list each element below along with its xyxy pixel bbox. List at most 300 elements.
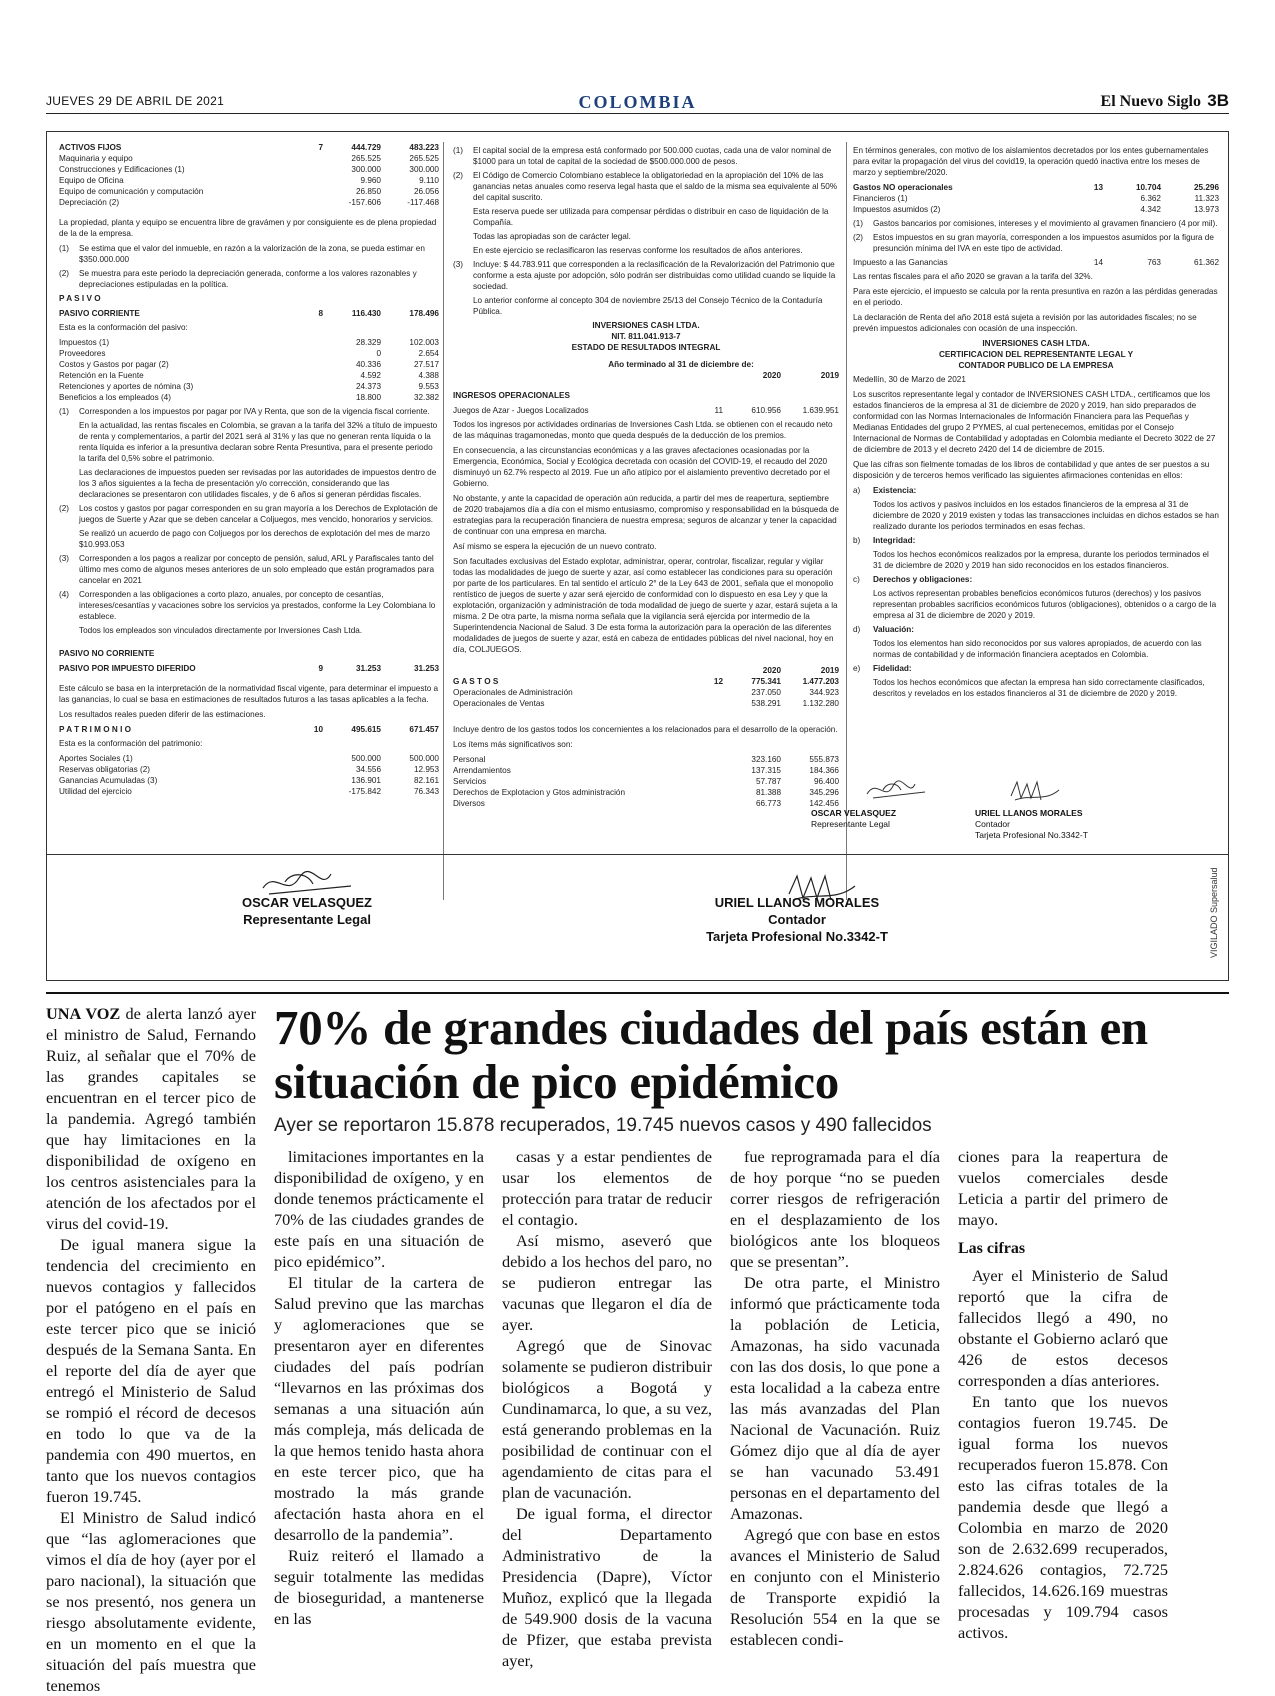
article-headline: 70% de grandes ciudades del país están en situación de pico epidémico [274,1000,1148,1109]
row-label: Derechos de Explotacion y Gtos administración [453,788,626,797]
note-key: (3) [59,554,70,563]
row-label [453,359,523,370]
article-paragraph: Ayer el Ministerio de Salud reportó que la cifra de fallecidos llegó a 490, no obstante el Gobierno aclaró que 426 de estos decesos corresponden a días anteriores. [958,1266,1168,1390]
statement-row [59,348,439,359]
row-note [1045,193,1103,204]
note-text: En la actualidad, las rentas fiscales en Colombia, se gravan a la tarifa del 32% a título de impuesto de renta y complementarios, a partir del 2021 será al 31% y las que no generan renta líquida o la renta líquida es inferior a la presuntiva declaran sobre Renta Presuntiva, para el presente periodo la tarifa del 0,5% sobre el patrimonio. [79,421,438,463]
spacer [59,639,439,645]
article-subheadline: Ayer se reportaron 15.878 recuperados, 19.745 nuevos casos y 490 fallecidos [274,1115,932,1136]
article-text: de alerta lanzó ayer el ministro de Salud, Fernando Ruiz, al señalar que el 70% de las grandes capitales se encuentran en el tercer pico de la pandemia. Agregó también que hay limitaciones en la disponibilidad de oxígeno en los centros asistenciales para la atención de los afectados por el virus del covid-19. [46,1004,257,1233]
statement-row [453,405,839,416]
note-key [453,295,473,317]
article-paragraph: De igual forma, el director del Departamento Administrativo de la Presidencia (Dapre), Víctor Muñoz, explicó que la llegada de 549.900 dosis de la vacuna de Pfizer, que estaba prevista ayer, [502,1504,712,1670]
statement-row [853,182,1219,193]
article-paragraph: Agregó que con base en estos avances el Ministerio de Salud en conjunto con el Ministerio de Transporte expidió la Resolución 554 en la que se establecen condi- [730,1525,940,1649]
statement-row [453,370,839,381]
statement-row [453,687,839,698]
signer-name: URIEL LLANOS MORALES [714,895,880,910]
row-value-2020: 137.315 [751,766,781,775]
row-label: Ganancias Acumuladas (3) [59,776,158,785]
note-text: Se realizó un acuerdo de pago con Coljuegos por los derechos de explotación del mes de marzo $10.993.053 [79,529,430,549]
note-key: (1) [853,219,864,228]
note-key: (1) [453,146,464,155]
row-value-2020: 136.901 [351,776,381,785]
statement-row [59,164,439,175]
section-divider [47,854,1228,855]
row-value-2020: 2020 [762,666,781,675]
statement-row [59,764,439,775]
article-paragraph: El Ministro de Salud indicó que “las aglomeraciones que vimos el día de hoy (ayer por el paro nacional), la situación que se nos presentó, nos genera un riesgo absolutamente evidente, en un momento en el que la situación del país muestra que tenemos [46,1508,256,1695]
row-value-2019: 1.639.951 [802,406,839,415]
note-text: Todos los hechos económicos que afectan la empresa han sido correctamente clasificados, descritos y revelados en los estados financieros al 31 de diciembre de 2020 y 2019. [873,678,1205,698]
centered-heading: CONTADOR PUBLICO DE LA EMPRESA [958,361,1114,370]
note-text: Se muestra para este periodo la depreciación generada, conforme a los valores razonables y depreciaciones estipuladas en la política. [79,269,417,289]
row-note [665,665,723,676]
signer-role: Contador [768,912,826,927]
note-key: (2) [853,233,864,242]
row-note [265,175,323,186]
row-value-2019: 1.477.203 [802,677,839,686]
paragraph: En consecuencia, a las circunstancias económicas y a las graves afectaciones ocasionadas por la Emergencia, Económica, Social y Ecológica decretada con ocasión del COVID-19, el recaudo del 2020 disminuyó un 62.7% respecto al 2019. Fue un año atípico por el aislamiento preventivo decretado por el Gobierno. [453,446,830,488]
statement-row [59,186,439,197]
row-note: 7 [318,143,323,152]
paragraph: Esta es la conformación del pasivo: [59,323,188,332]
paragraph: La declaración de Renta del año 2018 está sujeta a revisión por las autoridades fiscales; no se prevén impuestos adicionales con ocasión de una inspección. [853,313,1197,333]
article-column-5 [958,1146,1168,1643]
note-text: Los activos representan probables beneficios económicos futuros (derechos) y los pasivos representan probables sacrificios económicos futuros (obligaciones), obtenidos o a cargo de la empresa al 31 de diciembre de 2020 y 2019. [873,589,1217,620]
article-column-4 [730,1146,940,1650]
row-label: Servicios [453,777,487,786]
row-note [265,775,323,786]
article-separator [46,992,1229,994]
row-value-2020: Año terminado al 31 de diciembre de: [608,360,754,369]
statement-row [59,142,439,153]
row-note: 9 [318,664,323,673]
row-note [665,687,723,698]
row-value-2019: 9.110 [419,176,439,185]
article-subheading: Las cifras [958,1240,1026,1257]
statement-row [453,765,839,776]
row-value-2019: 61.362 [1193,258,1219,267]
statement-row [59,381,439,392]
row-value-2019: 178.496 [409,309,439,318]
note-item [59,553,439,586]
article-column-2 [274,1146,484,1629]
row-value-2020: 6.362 [1140,194,1161,203]
note-item [59,528,439,550]
row-note [265,392,323,403]
note-key: (1) [59,244,70,253]
note-key: d) [853,625,861,634]
note-key: c) [853,575,860,584]
note-key: (2) [59,504,70,513]
note-text: Integridad: [873,536,916,545]
paragraph: Así mismo se espera la ejecución de un nuevo contrato. [453,542,657,551]
note-item [453,295,839,317]
row-value-2019: 26.056 [413,187,439,196]
note-text: Todos los elementos han sido reconocidos por sus valores apropiados, de acuerdo con las normas de contabilidad y de información financiera aceptados en Colombia. [873,639,1202,659]
row-label: Costos y Gastos por pagar (2) [59,360,169,369]
row-value-2020: 538.291 [751,699,781,708]
signer-name: OSCAR VELASQUEZ [241,895,372,910]
note-key [853,499,873,532]
note-item [453,206,839,228]
row-value-2019: 76.343 [413,787,439,796]
row-label: Juegos de Azar - Juegos Localizados [453,406,589,415]
signer-name: OSCAR VELASQUEZ [811,808,897,818]
spacer [59,208,439,214]
row-value-2020: 34.556 [355,765,381,774]
row-note [265,370,323,381]
financial-statements-notice [46,131,1229,981]
row-label: Depreciación (2) [59,198,120,207]
note-item [853,485,1219,496]
note-key [59,528,79,550]
statement-row [59,370,439,381]
row-note: 12 [713,677,723,686]
row-label: Utilidad del ejercicio [59,787,132,796]
note-text: Valuación: [873,625,914,634]
note-item [853,677,1219,699]
row-value-2019: 671.457 [409,725,439,734]
row-label: Arrendamientos [453,766,511,775]
note-text: Todos los empleados son vinculados directamente por Inversiones Cash Ltda. [79,626,363,635]
statement-row [453,776,839,787]
note-item [59,268,439,290]
note-text: Todas las apropiadas son de carácter legal. [473,232,631,241]
note-item [59,625,439,636]
note-key [853,549,873,571]
column-divider [846,142,847,900]
article-paragraph: En tanto que los nuevos contagios fueron 19.745. De igual forma los nuevos recuperados fueron 15.878. Con esto las cifras totales de la pandemia desde que llegó a Colombia en marzo de 2020 son de 2.632.699 recuperados, 2.824.626 contagios, 72.725 fallecidos, 14.626.169 muestras procesadas y 109.794 casos activos. [958,1392,1168,1642]
row-value-2020: 323.160 [751,755,781,764]
row-value-2019: 82.161 [413,776,439,785]
spacer [59,674,439,680]
signer-role: Representante Legal [811,819,890,829]
row-label: P A T R I M O N I O [59,725,132,734]
note-key: (2) [453,171,464,180]
row-value-2019: 345.296 [809,788,839,797]
article-paragraph: Ruiz reiteró el llamado a seguir totalmente las medidas de bioseguridad, a mantenerse en las [274,1546,484,1628]
row-note: 13 [1093,183,1103,192]
row-value-2019: 2.654 [418,349,439,358]
statement-row [853,257,1219,268]
note-item [59,589,439,622]
row-label [453,665,665,676]
newspaper-logo: El Nuevo Siglo [1100,93,1201,110]
row-value-2019: 9.553 [418,382,439,391]
row-value-2020: 444.729 [351,143,381,152]
statement-row [853,193,1219,204]
row-note [265,197,323,208]
note-text: Derechos y obligaciones: [873,575,973,584]
row-note: 11 [714,406,723,415]
article-paragraph: Agregó que de Sinovac solamente se pudieron distribuir biológicos a Bogotá y Cundinamarca, lo que, a su vez, está generando problemas en la posibilidad de continuar con el agendamiento de citas para el plan de vacunación. [502,1336,712,1502]
note-key [853,677,873,699]
page-header [46,92,1229,114]
paragraph: Los resultados reales pueden diferir de las estimaciones. [59,710,266,719]
note-text: Todos los activos y pasivos incluidos en los estados financieros de la empresa al 31 de diciembre de 2020 y 2019 existen y todas las transacciones incluidas en dichos estados se han realizado durante los periodos terminados en esas fechas. [873,500,1219,531]
note-item [59,503,439,525]
row-value-2019 [781,359,839,370]
article-lead: UNA VOZ [46,1004,121,1023]
note-item [853,549,1219,571]
note-item [453,170,839,203]
note-item [59,243,439,265]
row-label: Financieros (1) [853,194,908,203]
note-item [59,406,439,417]
issue-date: JUEVES 29 DE ABRIL DE 2021 [46,94,225,108]
article-paragraph: De otra parte, el Ministro informó que prácticamente toda la población de Leticia, Amazonas, ha sido vacunada con las dos dosis, lo que pone a esta localidad a la cabeza entre las más avanzadas del Plan Nacional de Vacunación. Ruiz Gómez dijo que al día de ayer se han vacunado 53.491 personas en el departamento del Amazonas. [730,1273,940,1523]
row-note [1045,204,1103,215]
row-value-2020: 300.000 [351,165,381,174]
row-note [265,764,323,775]
row-value-2020: -157.606 [348,198,381,207]
paragraph: No obstante, y ante la capacidad de operación aún reducida, a partir del mes de reapertura, septiembre de 2020 trabajamos día a día con el mismo entusiasmo, compromiso y responsabilidad en la búsqueda de estrategias para la recuperación financiera de nuestra empresa; seguros de alcanzar y tener la capacidad de continuar con una empresa en marcha. [453,494,839,536]
spacer [453,715,839,721]
row-value-2020: 9.960 [360,176,381,185]
note-item [853,499,1219,532]
statement-row [59,153,439,164]
note-item [853,232,1219,254]
row-note [665,798,723,809]
note-text: Incluye: $ 44.783.911 que corresponden a la reclasificación de la Revalorización del Patrimonio que conforme a esta ajuste por adopción, sólo podrán ser distribuidas como utilidad cuando se liquide la sociedad. [473,260,836,291]
centered-heading: INVERSIONES CASH LTDA. [982,339,1090,348]
column-divider [443,142,444,900]
row-value-2019: 31.253 [413,664,439,673]
supervisor-stamp [1200,858,1218,968]
note-text: Gastos bancarios por comisiones, intereses y el movimiento al gravamen financiero (4 por mil). [873,219,1218,228]
note-text: Esta reserva puede ser utilizada para compensar pérdidas o distribuir en caso de liquidación de la Compañía. [473,207,829,227]
signer-card: Tarjeta Profesional No.3342-T [706,929,888,944]
statement-row [853,204,1219,215]
note-text: Lo anterior conforme al concepto 304 de noviembre 25/13 del Consejo Técnico de la Contaduría Pública. [473,296,823,316]
row-note [665,370,723,381]
row-label: Equipo de comunicación y computación [59,187,204,196]
row-label: Diversos [453,799,485,808]
note-key [453,231,473,242]
row-value-2019: 25.296 [1193,183,1219,192]
signer-role: Contador [975,819,1010,829]
row-value-2019: 300.000 [409,165,439,174]
row-value-2020: 610.956 [751,406,781,415]
row-label: ACTIVOS FIJOS [59,143,122,152]
row-note [665,754,723,765]
row-label: Gastos NO operacionales [853,183,953,192]
row-label: Impuesto a las Ganancias [853,258,948,267]
row-value-2020: -175.842 [348,787,381,796]
note-key: b) [853,536,861,545]
row-value-2020: 24.373 [355,382,381,391]
note-item [59,467,439,500]
note-key [853,588,873,621]
note-item [853,218,1219,229]
article-paragraph: casas y a estar pendientes de usar los elementos de protección para tratar de reducir el contagio. [502,1147,712,1229]
note-text: Estos impuestos en su gran mayoría, corresponden a los impuestos asumidos por la figura de presunción mínima del IVA en este tipo de actividad. [873,233,1214,253]
row-note [265,337,323,348]
signer-card: Tarjeta Profesional No.3342-T [975,830,1088,840]
statement-row [453,676,839,687]
paragraph: Los ítems más significativos son: [453,740,573,749]
statement-row [59,663,439,674]
row-value-2019: 483.223 [409,143,439,152]
row-label: PASIVO CORRIENTE [59,309,140,318]
row-note [265,348,323,359]
row-value-2020: 31.253 [355,664,381,673]
row-value-2020: 28.329 [355,338,381,347]
financial-column-3 [853,142,1219,702]
centered-heading: NIT. 811.041.913-7 [611,332,681,341]
note-key: e) [853,664,861,673]
row-label: Impuestos (1) [59,338,110,347]
note-text: Se estima que el valor del inmueble, en razón a la valorización de la zona, se pueda estimar en $350.000.000 [79,244,425,264]
row-value-2020: 265.525 [351,154,381,163]
statement-row [59,197,439,208]
paragraph: Son facultades exclusivas del Estado explotar, administrar, operar, controlar, fiscalizar, regular y vigilar todas las modalidades de juego de suerte y azar, así como establecer las condiciones para su operación por parte de los particulares. En tal sentido el artículo 2° de la Ley 643 de 2001, señala que el monopolio rentístico de juegos de suerte y azar será ejercido de conformidad con lo dispuesto en esa Ley y que la explotación, organización y administración de toda modalidad de juego de suerte y azar, estará sujeta a la misma. 2 De otra parte, la misma norma señala que la vigilancia será ejercida por intermedio de la Superintendencia Nacional de Salud. 3 De esta forma la autorización para la operación de las diferentes modalidades de juegos de suerte y azar, está en cabeza de entidades públicas del nivel nacional, hoy en día, COLJUEGOS. [453,557,838,654]
centered-heading: INVERSIONES CASH LTDA. [592,321,700,330]
row-value-2020: 57.787 [755,777,781,786]
row-value-2020: 40.336 [355,360,381,369]
section-title: COLOMBIA [578,92,697,112]
note-text: Fidelidad: [873,664,912,673]
row-label: Construcciones y Edificaciones (1) [59,165,185,174]
row-value-2019: 265.525 [409,154,439,163]
row-value-2019: 96.400 [813,777,839,786]
row-label: Impuestos asumidos (2) [853,205,941,214]
row-label: Equipo de Oficina [59,176,124,185]
statement-row [59,775,439,786]
row-value-2020: 0 [376,349,381,358]
note-key: (2) [59,269,70,278]
note-key [59,420,79,464]
note-key: (1) [59,407,70,416]
statement-row [59,724,439,735]
centered-heading: CERTIFICACION DEL REPRESENTANTE LEGAL Y [938,350,1134,359]
financial-column-1 [59,142,439,797]
note-key: (3) [453,260,464,269]
note-text: En este ejercicio se reclasificaron las reservas conforme los resultados de años anteriores. [473,246,803,255]
row-value-2019: 12.953 [413,765,439,774]
row-value-2020: 775.341 [751,677,781,686]
row-value-2020: 500.000 [351,754,381,763]
statement-row [453,698,839,709]
note-text: Corresponden a los impuestos por pagar por IVA y Renta, que son de la vigencia fiscal corriente. [79,407,430,416]
row-value-2020: 4.592 [360,371,381,380]
article-paragraph: ciones para la reapertura de vuelos comerciales desde Leticia a partir del primero de mayo. [958,1147,1168,1229]
statement-row [59,392,439,403]
centered-heading: ESTADO DE RESULTADOS INTEGRAL [571,343,721,352]
row-label: Proveedores [59,349,106,358]
row-value-2020: 18.800 [355,393,381,402]
note-item [853,638,1219,660]
note-item [853,574,1219,585]
row-value-2019: 1.132.280 [802,699,839,708]
row-note [523,359,581,370]
row-note [265,359,323,370]
note-item [453,245,839,256]
note-item [453,259,839,292]
note-item [453,231,839,242]
row-label: Retenciones y aportes de nómina (3) [59,382,194,391]
row-label: Personal [453,755,486,764]
row-note: 10 [313,725,323,734]
row-label: Operacionales de Ventas [453,699,545,708]
row-value-2020: 2020 [762,371,781,380]
article-paragraph: limitaciones importantes en la disponibilidad de oxígeno, y en donde tenemos prácticamente el 70% de las ciudades grandes de este país en una situación de pico epidémico”. [274,1147,484,1271]
statement-row [59,786,439,797]
paragraph: La propiedad, planta y equipo se encuentra libre de gravámen y por consiguiente es de plena propiedad de la de la empresa. [59,218,437,238]
row-label: Operacionales de Administración [453,688,573,697]
note-item [853,588,1219,621]
statement-row [453,787,839,798]
row-value-2019: 500.000 [409,754,439,763]
row-value-2019: 142.456 [809,799,839,808]
row-value-2019: 27.517 [413,360,439,369]
paragraph: Medellín, 30 de Marzo de 2021 [853,375,966,384]
signature-uriel-small [1005,776,1065,806]
statement-row [59,753,439,764]
row-value-2020: 81.388 [755,788,781,797]
article-paragraph: El titular de la cartera de Salud previno que las marchas y aglomeraciones que se presentaron ayer en diferentes ciudades del país podrían “llevarnos en las próximas dos semanas a una situación aún más compleja, más delicada de la que hemos tenido hasta ahora en este tercer pico, que ha mostrado la más grande afectación hasta ahora en el desarrollo de la pandemia”. [274,1273,484,1544]
row-value-2019: 102.003 [409,338,439,347]
page-number: 3B [1207,91,1229,110]
financial-column-2 [453,142,839,809]
row-note [265,381,323,392]
article-column-3 [502,1146,712,1671]
section-heading: INGRESOS OPERACIONALES [453,391,570,400]
row-note [265,153,323,164]
row-value-2019: -117.468 [407,198,439,207]
section-heading: PASIVO NO CORRIENTE [59,649,155,658]
signature-block-legal-rep [207,894,407,928]
note-key [59,467,79,500]
row-label [453,370,665,381]
signer-name: URIEL LLANOS MORALES [975,808,1083,818]
note-item [853,535,1219,546]
note-key [453,206,473,228]
row-label: Retención en la Fuente [59,371,144,380]
row-note: 14 [1093,258,1103,267]
note-text: Corresponden a las obligaciones a corto plazo, anuales, por concepto de cesantías, intereses/cesantías y vacaciones sobre los servicios ya prestados, conforme la Ley Colombiana lo establece. [79,590,436,621]
note-text: El capital social de la empresa está conformado por 500.000 cuotas, cada una de valor nominal de $1000 para un total de capital de la sociedad de $500.000.000 de pesos. [473,146,832,166]
statement-row [59,359,439,370]
row-label: Maquinaria y equipo [59,154,133,163]
row-label: G A S T O S [453,677,499,686]
statement-row [59,308,439,319]
note-item [853,624,1219,635]
row-note [265,186,323,197]
paragraph: Esta es la conformación del patrimonio: [59,739,203,748]
supervisor-text: VIGILADO Supersalud [1209,867,1219,958]
note-text: Existencia: [873,486,917,495]
row-value-2019: 13.973 [1193,205,1219,214]
article-paragraph: De igual manera sigue la tendencia del crecimiento en nuevos contagios y fallecidos por el patógeno en el país en este tercer pico que se inició después de la Semana Santa. En el reporte del día de ayer que entregó el Ministerio de Salud se rompió el récord de decesos en todo lo que va de la pandemia con 490 muertos, en tanto que los nuevos contagios fueron 19.745. [46,1235,256,1506]
row-value-2020: 116.430 [351,309,381,318]
row-note: 8 [318,309,323,318]
note-key [453,245,473,256]
row-label: Beneficios a los empleados (4) [59,393,171,402]
signature-oscar-small [863,772,933,806]
row-value-2019: 184.366 [809,766,839,775]
row-note [265,753,323,764]
statement-row [453,798,839,809]
note-text: Los costos y gastos por pagar corresponden en su gran mayoría a los Derechos de Explotación de juegos de Suerte y Azar que se deben cancelar a Coljuegos, mes vencido, honorarios y servicios. [79,504,438,524]
note-text: Todos los hechos económicos realizados por la empresa, durante los periodos terminados el 31 de diciembre de 2020 y 2019 han sido reconocidos en los estados financieros. [873,550,1209,570]
paragraph: En términos generales, con motivo de los aislamientos decretados por los entes gubernamentales para evitar la propagación del virus del covid19, la operación quedó inactiva entre los meses de marzo y septiembre/2020. [853,146,1209,177]
row-value-2020: 26.850 [355,187,381,196]
paragraph: Este cálculo se basa en la interpretación de la normatividad fiscal vigente, para determinar el impuesto a las ganancias, lo cual se basa en estimaciones de resultados futuros a las tasas aplicables a la fecha. [59,684,439,704]
row-value-2020: 66.773 [755,799,781,808]
